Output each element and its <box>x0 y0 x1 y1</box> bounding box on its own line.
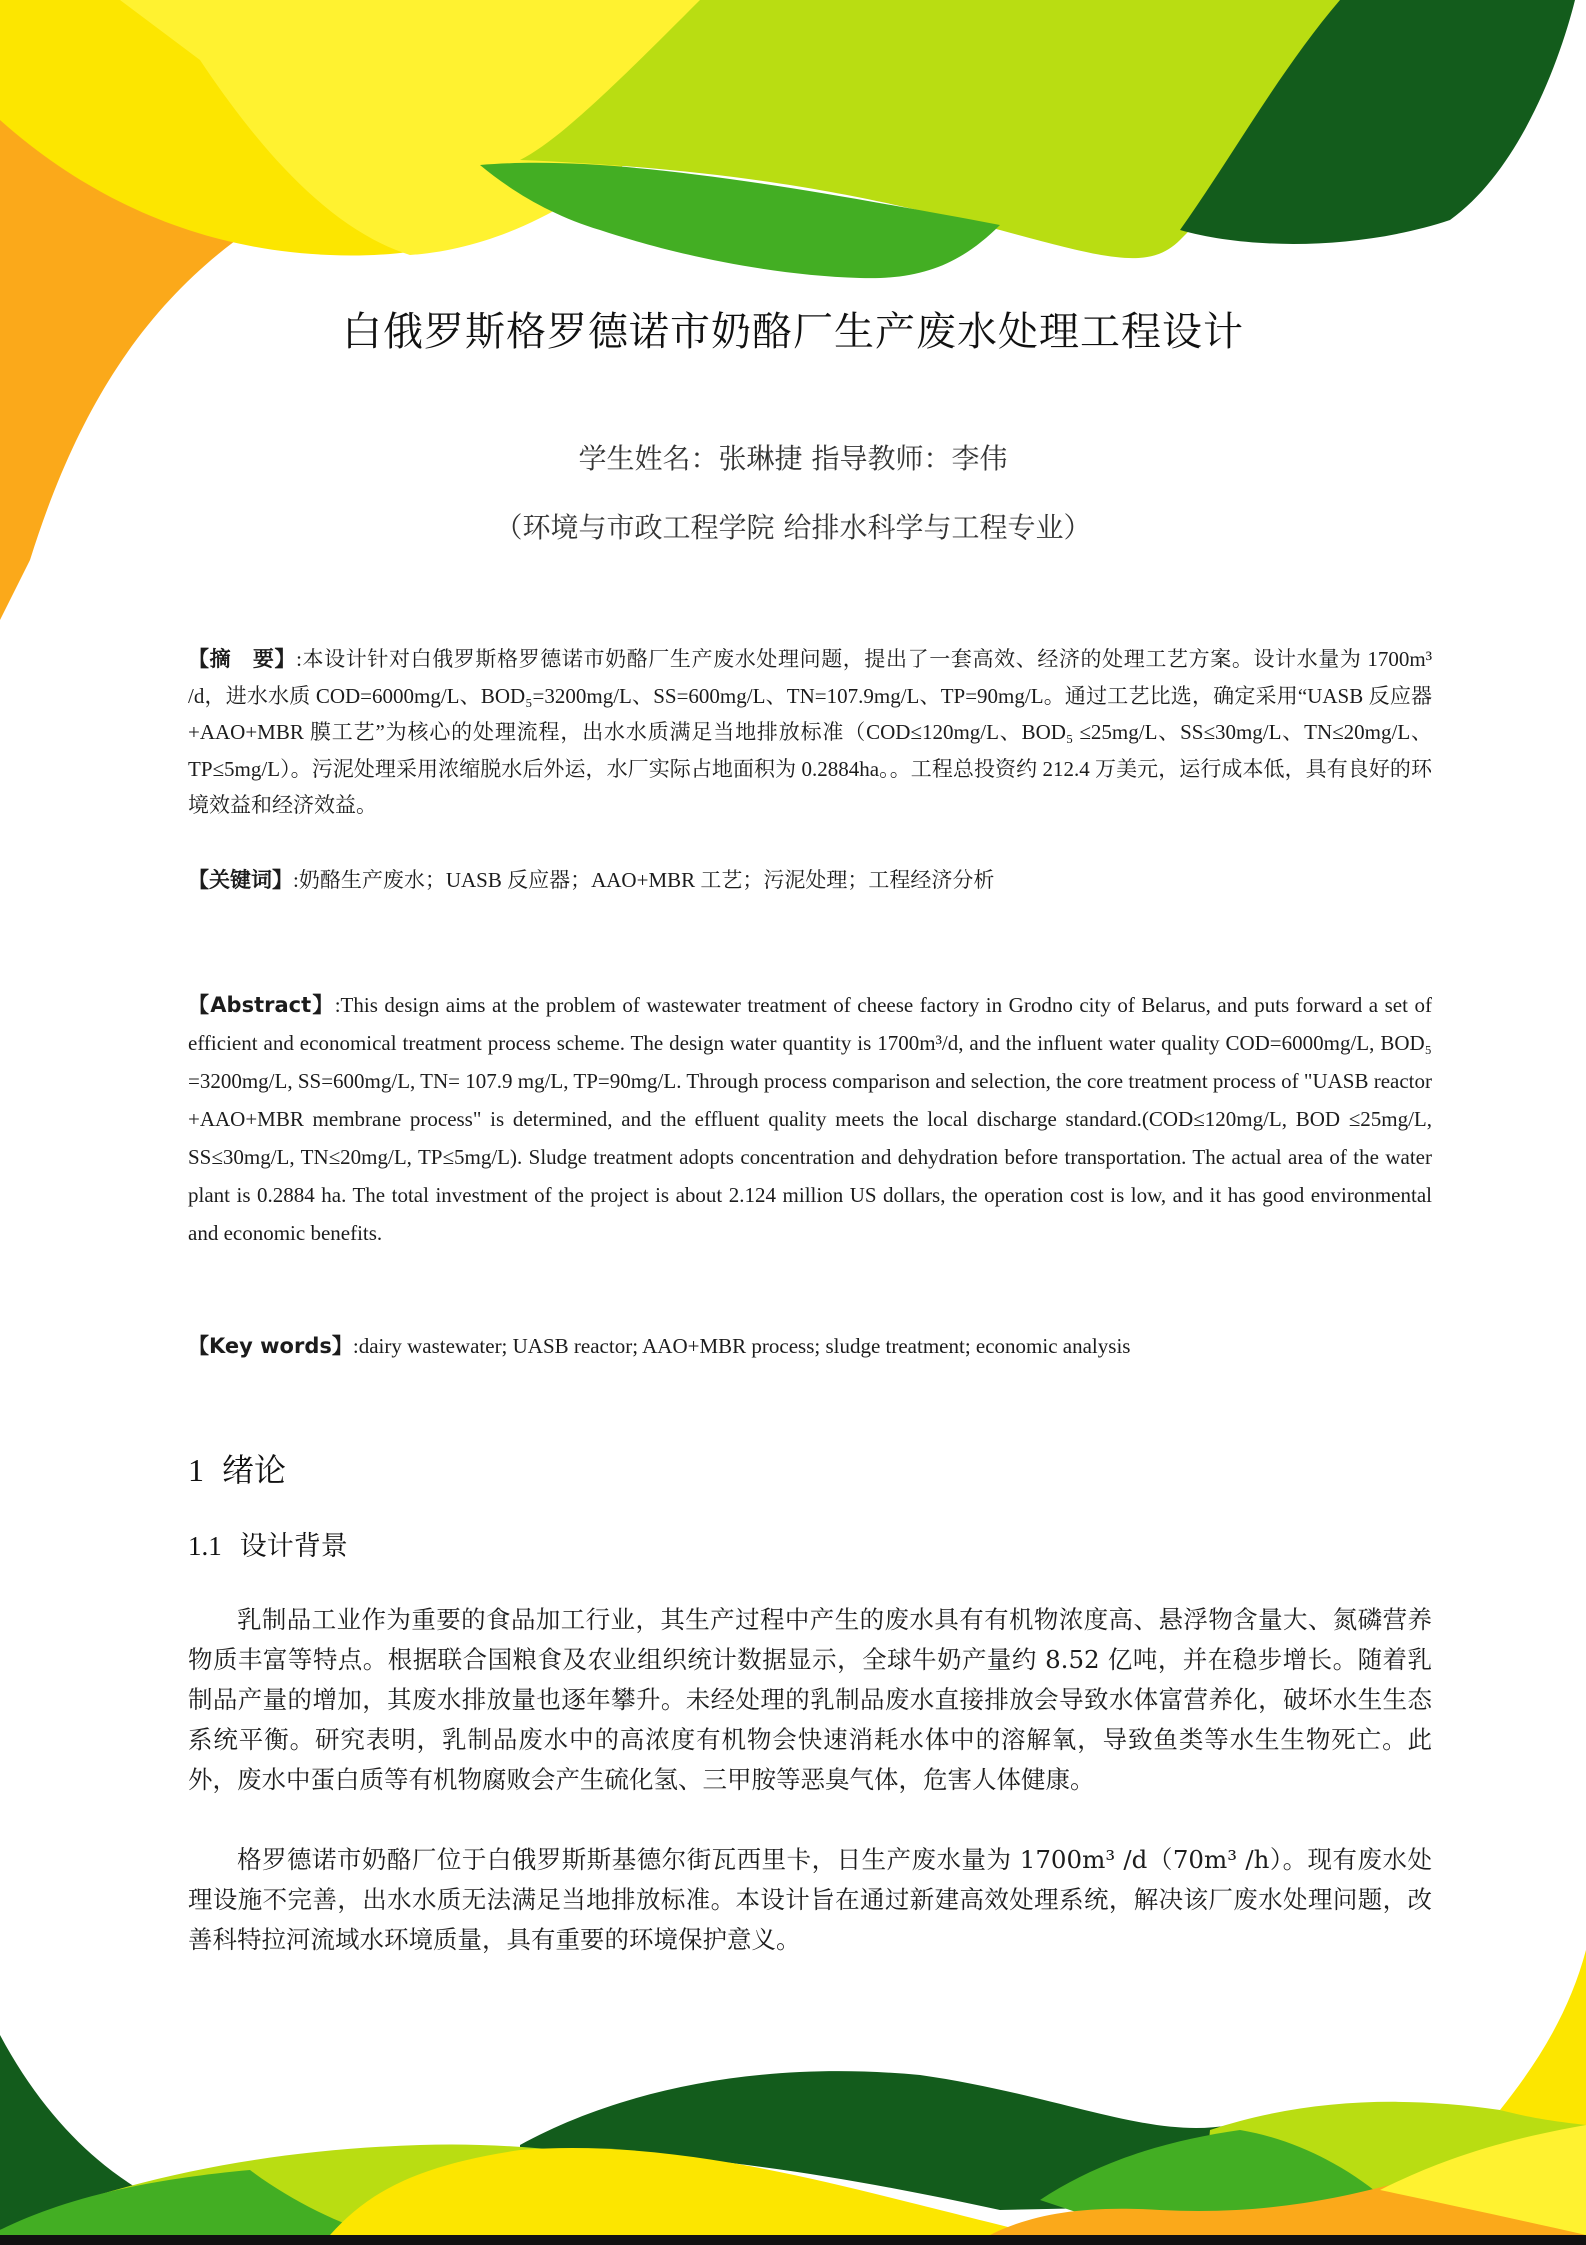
author-line: 学生姓名：张琳捷 指导教师：李伟 <box>578 442 1008 475</box>
english-abstract-text: :This design aims at the problem of wastewater treatment of cheese factory in Grodno city of Belarus, and puts forward a set of efficient and economical treatment process scheme. The design water quantity is 1700m³/d, and the influent water quality COD=6000mg/L, BOD₅ =3200mg/L, SS=600mg/L, TN= 107.9 mg/L, TP=90mg/L. Through process comparison and selection, the core treatment process of "UASB reactor +AAO+MBR membrane process" is determined, and the effluent quality meets the local discharge standard.(COD≤120mg/L, BOD ≤25mg/L, SS≤30mg/L, TN≤20mg/L, TP≤5mg/L). Sludge treatment adopts concentration and dehydration before transportation. The actual area of the water plant is 0.2884 ha. The total investment of the project is about 2.124 million US dollars, the operation cost is low, and it has good environmental and economic benefits. <box>188 993 1432 1245</box>
english-abstract <box>188 986 1432 1252</box>
chinese-abstract-text: :本设计针对白俄罗斯格罗德诺市奶酪厂生产废水处理问题，提出了一套高效、经济的处理工艺方案。设计水量为 1700m³ /d，进水水质 COD=6000mg/L、BOD₅=3200mg/L、SS=600mg/L、TN=107.9mg/L、TP=90mg/L。通过工艺比选，确定采用“UASB 反应器+AAO+MBR 膜工艺”为核心的处理流程，出水水质满足当地排放标准（COD≤120mg/L、BOD₅ ≤25mg/L、SS≤30mg/L、TN≤20mg/L、TP≤5mg/L）。污泥处理采用浓缩脱水后外运，水厂实际占地面积为 0.2884ha。。工程总投资约 212.4 万美元，运行成本低，具有良好的环境效益和经济效益。 <box>188 647 1432 817</box>
section-heading <box>188 1445 286 1491</box>
department-line: （环境与市政工程学院 给排水科学与工程专业） <box>494 511 1092 544</box>
english-keywords <box>188 1328 1432 1365</box>
body-paragraph: 格罗德诺市奶酪厂位于白俄罗斯斯基德尔街瓦西里卡，日生产废水量为 1700m³ /d（70m³ /h）。现有废水处理设施不完善，出水水质无法满足当地排放标准。本设计旨在通过新建高效处理系统，解决该厂废水处理问题，改善科特拉河流域水环境质量，具有重要的环境保护意义。 <box>188 1845 1432 1954</box>
chinese-abstract-label: 【摘 要】 <box>188 647 297 671</box>
section-title: 绪论 <box>222 1451 287 1489</box>
section-number: 1 <box>188 1452 204 1488</box>
english-keywords-label: 【Key words】 <box>188 1334 353 1358</box>
chinese-keywords-text: :奶酪生产废水；UASB 反应器；AAO+MBR 工艺；污泥处理；工程经济分析 <box>293 868 995 892</box>
chinese-keywords-label: 【关键词】 <box>188 868 293 892</box>
chinese-abstract <box>188 641 1432 824</box>
subsection-title: 设计背景 <box>239 1531 348 1562</box>
body-paragraph: 乳制品工业作为重要的食品加工行业，其生产过程中产生的废水具有有机物浓度高、悬浮物含量大、氮磷营养物质丰富等特点。根据联合国粮食及农业组织统计数据显示，全球牛奶产量约 8.52 亿吨，并在稳步增长。随着乳制品产量的增加，其废水排放量也逐年攀升。未经处理的乳制品废水直接排放会导致水体富营养化，破坏水生生态系统平衡。研究表明，乳制品废水中的高浓度有机物会快速消耗水体中的溶解氧，导致鱼类等水生生物死亡。此外，废水中蛋白质等有机物腐败会产生硫化氢、三甲胺等恶臭气体，危害人体健康。 <box>188 1605 1432 1794</box>
subsection-number: 1.1 <box>188 1531 222 1561</box>
english-keywords-text: :dairy wastewater; UASB reactor; AAO+MBR process; sludge treatment; economic analysis <box>352 1334 1131 1358</box>
english-abstract-label: 【Abstract】 <box>188 993 335 1017</box>
paper-title: 白俄罗斯格罗德诺市奶酪厂生产废水处理工程设计 <box>342 309 1244 355</box>
subsection-heading <box>188 1524 348 1563</box>
chinese-keywords <box>188 862 1432 899</box>
